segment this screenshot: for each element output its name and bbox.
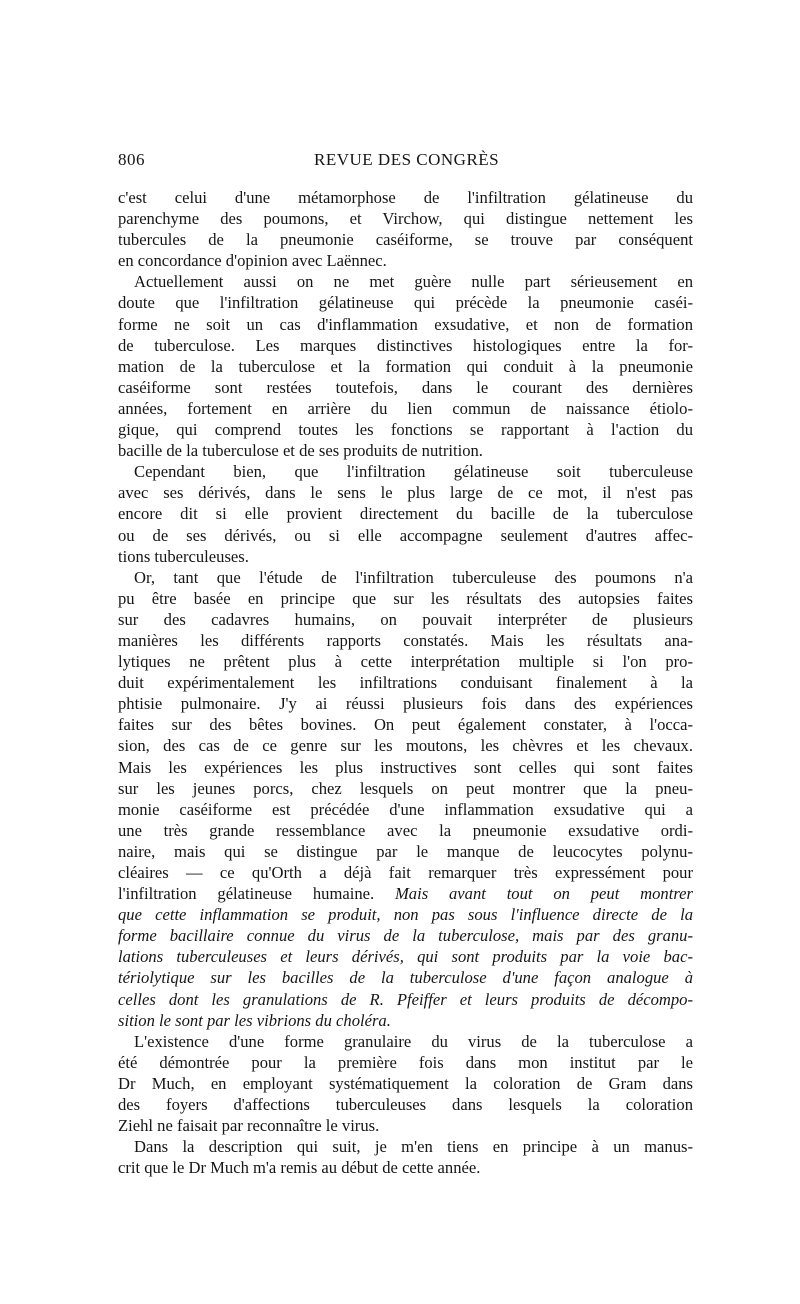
text-line: en concordance d'opinion avec Laënnec.: [118, 251, 387, 271]
italic-line: forme bacillaire connue du virus de la tuberculose, mais par des granu-: [118, 926, 693, 946]
paragraph: [118, 1031, 693, 1136]
text-line: phtisie pulmonaire. J'y ai réussi plusieurs fois dans des expériences: [118, 694, 693, 714]
text-line: c'est celui d'une métamorphose de l'infiltration gélatineuse du: [118, 188, 693, 207]
text-line: avec ses dérivés, dans le sens le plus large de ce mot, il n'est pas: [118, 483, 693, 503]
text-line: L'existence d'une forme granulaire du virus de la tuberculose a: [134, 1031, 693, 1051]
italic-line: tériolytique sur les bacilles de la tuberculose d'une façon analogue à: [118, 968, 693, 988]
text-line: mation de la tuberculose et la formation qui conduit à la pneumonie: [118, 356, 693, 376]
italic-line: sition le sont par les vibrions du choléra.: [118, 1010, 391, 1030]
paragraph: [118, 461, 693, 566]
text-line: des foyers d'affections tuberculeuses dans lesquels la coloration: [118, 1095, 693, 1115]
text-line: sur des cadavres humains, on pouvait interpréter de plusieurs: [118, 609, 693, 629]
italic-line: lations tuberculeuses et leurs dérivés, qui sont produits par la voie bac-: [118, 947, 693, 967]
text-line: duit expérimentalement les infiltrations conduisant finalement à la: [118, 673, 693, 693]
text-line: bacille de la tuberculose et de ses produits de nutrition.: [118, 441, 483, 461]
text-line: Or, tant que l'étude de l'infiltration tuberculeuse des poumons n'a: [134, 567, 693, 587]
text-line: Dr Much, en employant systématiquement la coloration de Gram dans: [118, 1073, 693, 1093]
text-line: sur les jeunes porcs, chez lesquels on peut montrer que la pneu-: [118, 778, 693, 798]
text-line: forme ne soit un cas d'inflammation exsudative, et non de formation: [118, 314, 693, 334]
text-line: sion, des cas de ce genre sur les moutons, les chèvres et les chevaux.: [118, 736, 693, 756]
text-line: encore dit si elle provient directement du bacille de la tuberculose: [118, 504, 693, 524]
text-line: une très grande ressemblance avec la pneumonie exsudative ordi-: [118, 820, 693, 840]
text-line: [118, 883, 693, 904]
text-line: faites sur des bêtes bovines. On peut également constater, à l'occa-: [118, 715, 693, 735]
text-line: ou de ses dérivés, ou si elle accompagne seulement d'autres affec-: [118, 525, 693, 545]
text-line: manières les différents rapports constatés. Mais les résultats ana-: [118, 630, 693, 650]
page-number: 806: [118, 150, 145, 169]
text-line: caséiforme sont restées toutefois, dans le courant des dernières: [118, 377, 693, 397]
italic-line: celles dont les granulations de R. Pfeiffer et leurs produits de décompo-: [118, 989, 693, 1009]
text-line: naire, mais qui se distingue par le manque de leucocytes polynu-: [118, 841, 693, 861]
text-line: de tuberculose. Les marques distinctives histologiques entre la for-: [118, 335, 693, 355]
text-line: lytiques ne prêtent plus à cette interprétation multiple si l'on pro-: [118, 652, 693, 672]
body-text: [118, 187, 693, 1178]
journal-title: REVUE DES CONGRÈS: [314, 150, 500, 169]
text-line: Ziehl ne faisait par reconnaître le virus.: [118, 1116, 380, 1136]
paragraph: [118, 187, 693, 271]
text-line: tions tuberculeuses.: [118, 546, 249, 566]
text-line: Dans la description qui suit, je m'en tiens en principe à un manus-: [134, 1137, 693, 1157]
text-line: été démontrée pour la première fois dans mon institut par le: [118, 1052, 693, 1072]
italic-segment: Mais avant tout on peut montrer: [394, 884, 693, 904]
italic-line: que cette inflammation se produit, non pas sous l'influence directe de la: [118, 905, 693, 925]
text-line: tubercules de la pneumonie caséiforme, se trouve par conséquent: [118, 230, 693, 250]
text-segment: l'infiltration gélatineuse humaine.: [118, 884, 375, 904]
text-line: années, fortement en arrière du lien commun de naissance étiolo-: [118, 398, 693, 418]
paragraph: [118, 271, 693, 461]
text-line: pu être basée en principe que sur les résultats des autopsies faites: [118, 588, 693, 608]
text-line: doute que l'infiltration gélatineuse qui précède la pneumonie caséi-: [118, 293, 693, 313]
running-head: [118, 150, 693, 174]
text-line: Actuellement aussi on ne met guère nulle part sérieusement en: [134, 272, 693, 292]
text-line: Mais les expériences les plus instructives sont celles qui sont faites: [118, 757, 693, 777]
text-line: cléaires — ce qu'Orth a déjà fait remarquer très expressément pour: [118, 863, 693, 882]
text-line: Cependant bien, que l'infiltration gélatineuse soit tuberculeuse: [134, 462, 693, 482]
text-line: crit que le Dr Much m'a remis au début de cette année.: [118, 1158, 481, 1178]
text-line: gique, qui comprend toutes les fonctions se rapportant à l'action du: [118, 420, 693, 440]
text-line: monie caséiforme est précédée d'une inflammation exsudative qui a: [118, 799, 693, 819]
paragraph: [118, 1136, 693, 1178]
paragraph: [118, 567, 693, 1031]
text-line: parenchyme des poumons, et Virchow, qui distingue nettement les: [118, 209, 693, 229]
